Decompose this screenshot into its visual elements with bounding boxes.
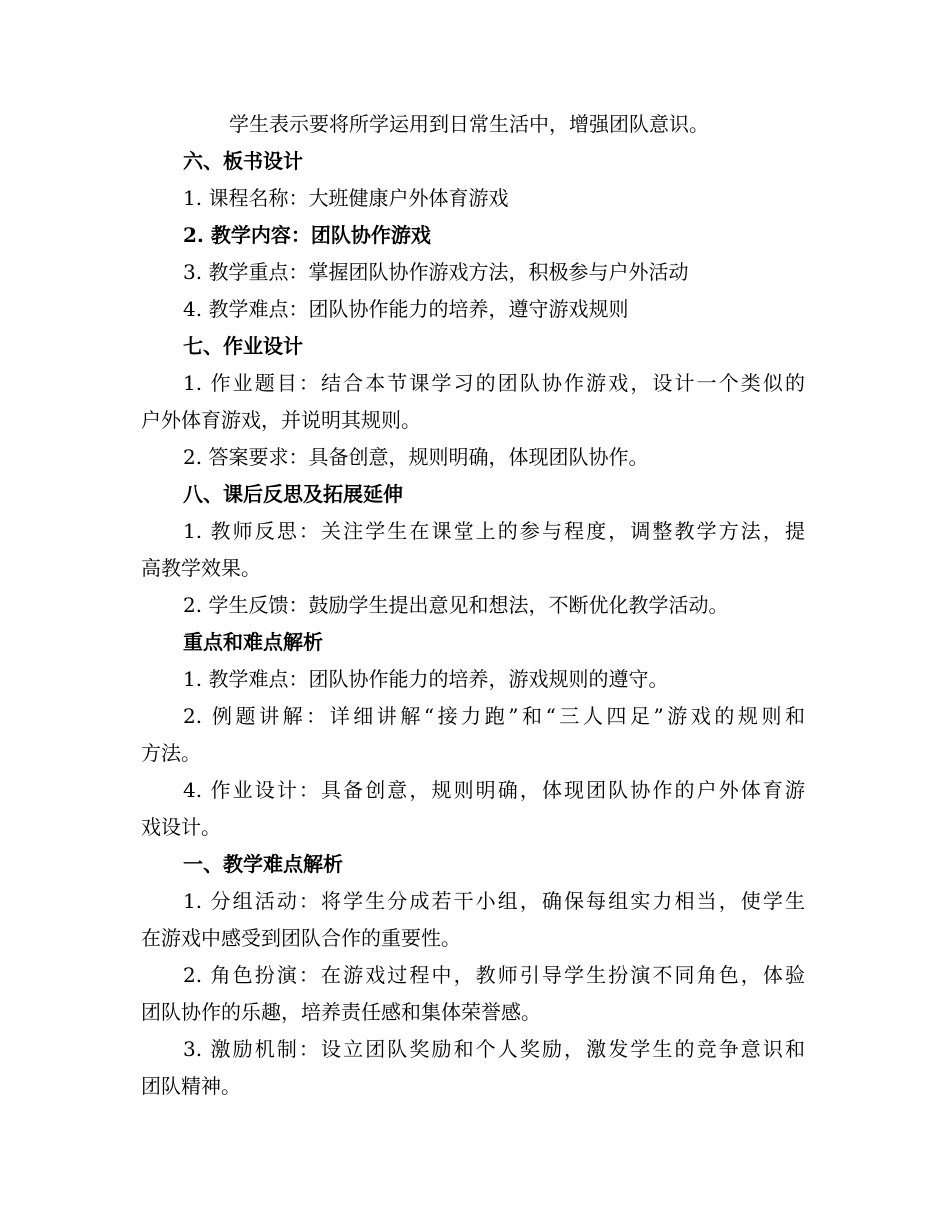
paragraph-line: 学生表示要将所学运用到日常生活中，增强团队意识。 bbox=[229, 112, 709, 136]
list-item: 2. 答案要求：具备创意，规则明确，体现团队协作。 bbox=[183, 445, 649, 469]
section-heading: 一、教学难点解析 bbox=[183, 852, 343, 876]
list-item: 4. 作业设计：具备创意，规则明确，体现团队协作的户外体育游 bbox=[183, 778, 805, 802]
list-item: 2. 学生反馈：鼓励学生提出意见和想法，不断优化教学活动。 bbox=[183, 593, 729, 617]
list-item-continuation: 户外体育游戏，并说明其规则。 bbox=[141, 408, 421, 432]
list-item-continuation: 团队精神。 bbox=[141, 1074, 241, 1098]
list-item: 1. 教学难点：团队协作能力的培养，游戏规则的遵守。 bbox=[183, 667, 669, 691]
list-item-continuation: 高教学效果。 bbox=[141, 556, 261, 580]
list-item: 4. 教学难点：团队协作能力的培养，遵守游戏规则 bbox=[183, 297, 629, 321]
list-item-continuation: 方法。 bbox=[141, 741, 201, 765]
section-heading: 七、作业设计 bbox=[183, 334, 303, 358]
list-item-continuation: 戏设计。 bbox=[141, 815, 221, 839]
list-item: 1. 分组活动：将学生分成若干小组，确保每组实力相当，使学生 bbox=[183, 889, 805, 913]
list-item: 1. 作业题目：结合本节课学习的团队协作游戏，设计一个类似的 bbox=[183, 371, 805, 395]
section-heading: 重点和难点解析 bbox=[183, 630, 323, 654]
document-body bbox=[141, 106, 805, 1105]
section-heading: 六、板书设计 bbox=[183, 149, 303, 173]
list-item: 3. 教学重点：掌握团队协作游戏方法，积极参与户外活动 bbox=[183, 260, 689, 284]
list-item: 1. 课程名称：大班健康户外体育游戏 bbox=[183, 186, 509, 210]
list-item: 2. 例题讲解：详细讲解“接力跑”和“三人四足”游戏的规则和 bbox=[183, 704, 805, 728]
list-item: 1. 教师反思：关注学生在课堂上的参与程度，调整教学方法，提 bbox=[183, 519, 805, 543]
list-item: 2. 教学内容：团队协作游戏 bbox=[183, 223, 431, 247]
list-item-continuation: 在游戏中感受到团队合作的重要性。 bbox=[141, 926, 461, 950]
list-item: 3. 激励机制：设立团队奖励和个人奖励，激发学生的竞争意识和 bbox=[183, 1037, 805, 1061]
section-heading: 八、课后反思及拓展延伸 bbox=[183, 482, 403, 506]
list-item: 2. 角色扮演：在游戏过程中，教师引导学生扮演不同角色，体验 bbox=[183, 963, 805, 987]
list-item-continuation: 团队协作的乐趣，培养责任感和集体荣誉感。 bbox=[141, 1000, 541, 1024]
